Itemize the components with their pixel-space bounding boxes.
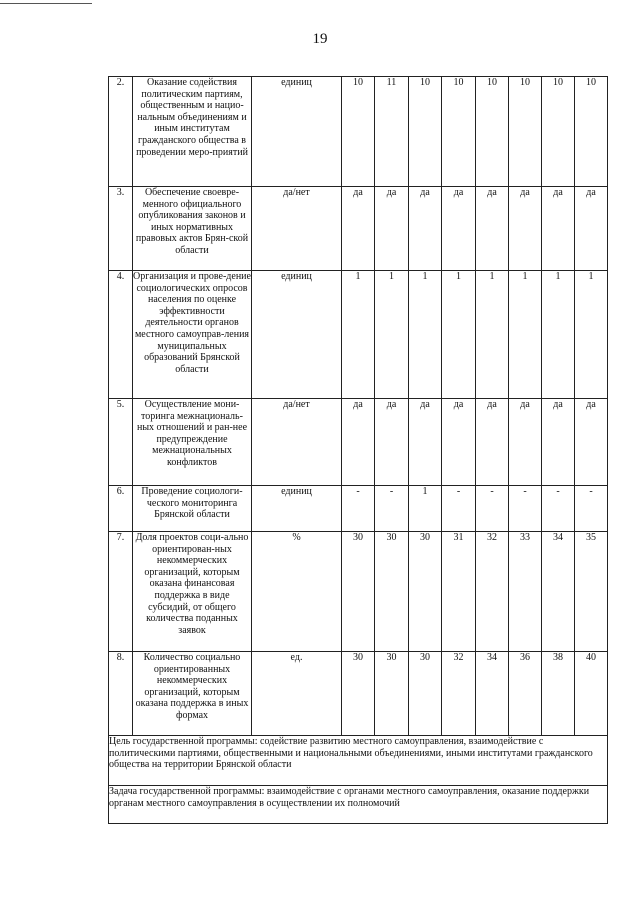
indicator-description: Проведение социологи-ческого мониторинга Брянской области bbox=[133, 486, 252, 532]
indicator-value: 1 bbox=[476, 271, 509, 399]
indicator-value: 10 bbox=[476, 77, 509, 187]
row-number: 3. bbox=[109, 187, 133, 271]
indicator-unit: единиц bbox=[252, 486, 342, 532]
row-number: 2. bbox=[109, 77, 133, 187]
indicator-description: Оказание содействия политическим партиям, общественным и нацио-нальным объединениям и иным институтам гражданского общества в проведении меро-приятий bbox=[133, 77, 252, 187]
indicator-value: 33 bbox=[509, 532, 542, 652]
indicator-value: да bbox=[509, 187, 542, 271]
indicator-value: 10 bbox=[442, 77, 476, 187]
indicator-value: да bbox=[476, 187, 509, 271]
indicator-value: да bbox=[542, 187, 575, 271]
indicator-value: да bbox=[442, 187, 476, 271]
indicator-value: 30 bbox=[409, 532, 442, 652]
table-row bbox=[109, 187, 608, 271]
indicator-value: 35 bbox=[575, 532, 608, 652]
indicator-unit: % bbox=[252, 532, 342, 652]
program-task-text: Задача государственной программы: взаимодействие с органами местного самоуправления, оказание поддержки органам местного самоуправления в осуществлении их полномочий bbox=[109, 786, 608, 824]
indicator-value: 1 bbox=[375, 271, 409, 399]
indicator-value: 10 bbox=[409, 77, 442, 187]
indicator-value: да bbox=[409, 187, 442, 271]
indicator-value: 32 bbox=[442, 652, 476, 736]
header-rule bbox=[0, 3, 92, 4]
row-number: 6. bbox=[109, 486, 133, 532]
table-row bbox=[109, 652, 608, 736]
indicator-value: 1 bbox=[409, 486, 442, 532]
indicator-unit: единиц bbox=[252, 77, 342, 187]
indicator-value: - bbox=[542, 486, 575, 532]
indicator-value: да bbox=[442, 399, 476, 486]
indicator-value: 30 bbox=[342, 652, 375, 736]
indicator-value: 1 bbox=[509, 271, 542, 399]
table-row bbox=[109, 271, 608, 399]
table-row bbox=[109, 532, 608, 652]
indicator-value: 38 bbox=[542, 652, 575, 736]
indicator-value: 1 bbox=[342, 271, 375, 399]
indicators-table bbox=[108, 76, 608, 824]
table-row bbox=[109, 486, 608, 532]
indicator-value: - bbox=[342, 486, 375, 532]
task-row bbox=[109, 786, 608, 824]
indicator-value: 10 bbox=[575, 77, 608, 187]
indicator-value: 30 bbox=[375, 532, 409, 652]
program-goal-text: Цель государственной программы: содействие развитию местного самоуправления, взаимодействие с политическими партиями, общественными и национальными объединениями, иными институтами гражданского общества на территории Брянской области bbox=[109, 736, 608, 786]
indicator-description: Осуществление мони-торинга межнациональ-ных отношений и ран-нее предупреждение межнациональных конфликтов bbox=[133, 399, 252, 486]
indicator-value: да bbox=[375, 187, 409, 271]
indicator-value: 10 bbox=[342, 77, 375, 187]
indicator-unit: единиц bbox=[252, 271, 342, 399]
indicator-value: 40 bbox=[575, 652, 608, 736]
row-number: 5. bbox=[109, 399, 133, 486]
indicator-value: да bbox=[342, 399, 375, 486]
indicator-value: 1 bbox=[542, 271, 575, 399]
indicator-unit: да/нет bbox=[252, 187, 342, 271]
indicator-value: да bbox=[342, 187, 375, 271]
indicator-value: да bbox=[375, 399, 409, 486]
goal-row bbox=[109, 736, 608, 786]
indicator-value: 30 bbox=[342, 532, 375, 652]
indicator-value: 31 bbox=[442, 532, 476, 652]
table-row bbox=[109, 77, 608, 187]
indicator-value: да bbox=[509, 399, 542, 486]
indicator-description: Обеспечение своевре-менного официального опубликования законов и иных нормативных правовых актов Брян-ской области bbox=[133, 187, 252, 271]
indicator-value: 10 bbox=[542, 77, 575, 187]
indicator-description: Доля проектов соци-ально ориентирован-ных некоммерческих организаций, которым оказана финансовая поддержка в виде субсидий, от общего количества поданных заявок bbox=[133, 532, 252, 652]
indicator-value: 34 bbox=[476, 652, 509, 736]
indicator-value: - bbox=[476, 486, 509, 532]
indicator-value: 32 bbox=[476, 532, 509, 652]
indicator-description: Организация и прове-дение социологических опросов населения по оценке эффективности деятельности органов местного самоуправ-ления муниципальных образований Брянской области bbox=[133, 271, 252, 399]
indicator-value: 1 bbox=[409, 271, 442, 399]
row-number: 4. bbox=[109, 271, 133, 399]
row-number: 7. bbox=[109, 532, 133, 652]
indicator-value: - bbox=[375, 486, 409, 532]
indicator-value: 34 bbox=[542, 532, 575, 652]
indicator-value: да bbox=[575, 187, 608, 271]
indicator-value: да bbox=[476, 399, 509, 486]
indicator-unit: ед. bbox=[252, 652, 342, 736]
indicator-value: 11 bbox=[375, 77, 409, 187]
row-number: 8. bbox=[109, 652, 133, 736]
indicator-value: 30 bbox=[409, 652, 442, 736]
indicator-value: 1 bbox=[442, 271, 476, 399]
indicator-value: 1 bbox=[575, 271, 608, 399]
indicator-unit: да/нет bbox=[252, 399, 342, 486]
page-number: 19 bbox=[312, 31, 328, 47]
indicator-value: да bbox=[575, 399, 608, 486]
indicator-value: 36 bbox=[509, 652, 542, 736]
indicator-value: да bbox=[542, 399, 575, 486]
table-row bbox=[109, 399, 608, 486]
indicator-value: - bbox=[575, 486, 608, 532]
indicator-value: 30 bbox=[375, 652, 409, 736]
indicator-value: да bbox=[409, 399, 442, 486]
indicator-value: 10 bbox=[509, 77, 542, 187]
indicator-value: - bbox=[509, 486, 542, 532]
table-body bbox=[109, 77, 608, 824]
indicator-value: - bbox=[442, 486, 476, 532]
indicator-description: Количество социально ориентированных некоммерческих организаций, которым оказана поддержка в иных формах bbox=[133, 652, 252, 736]
